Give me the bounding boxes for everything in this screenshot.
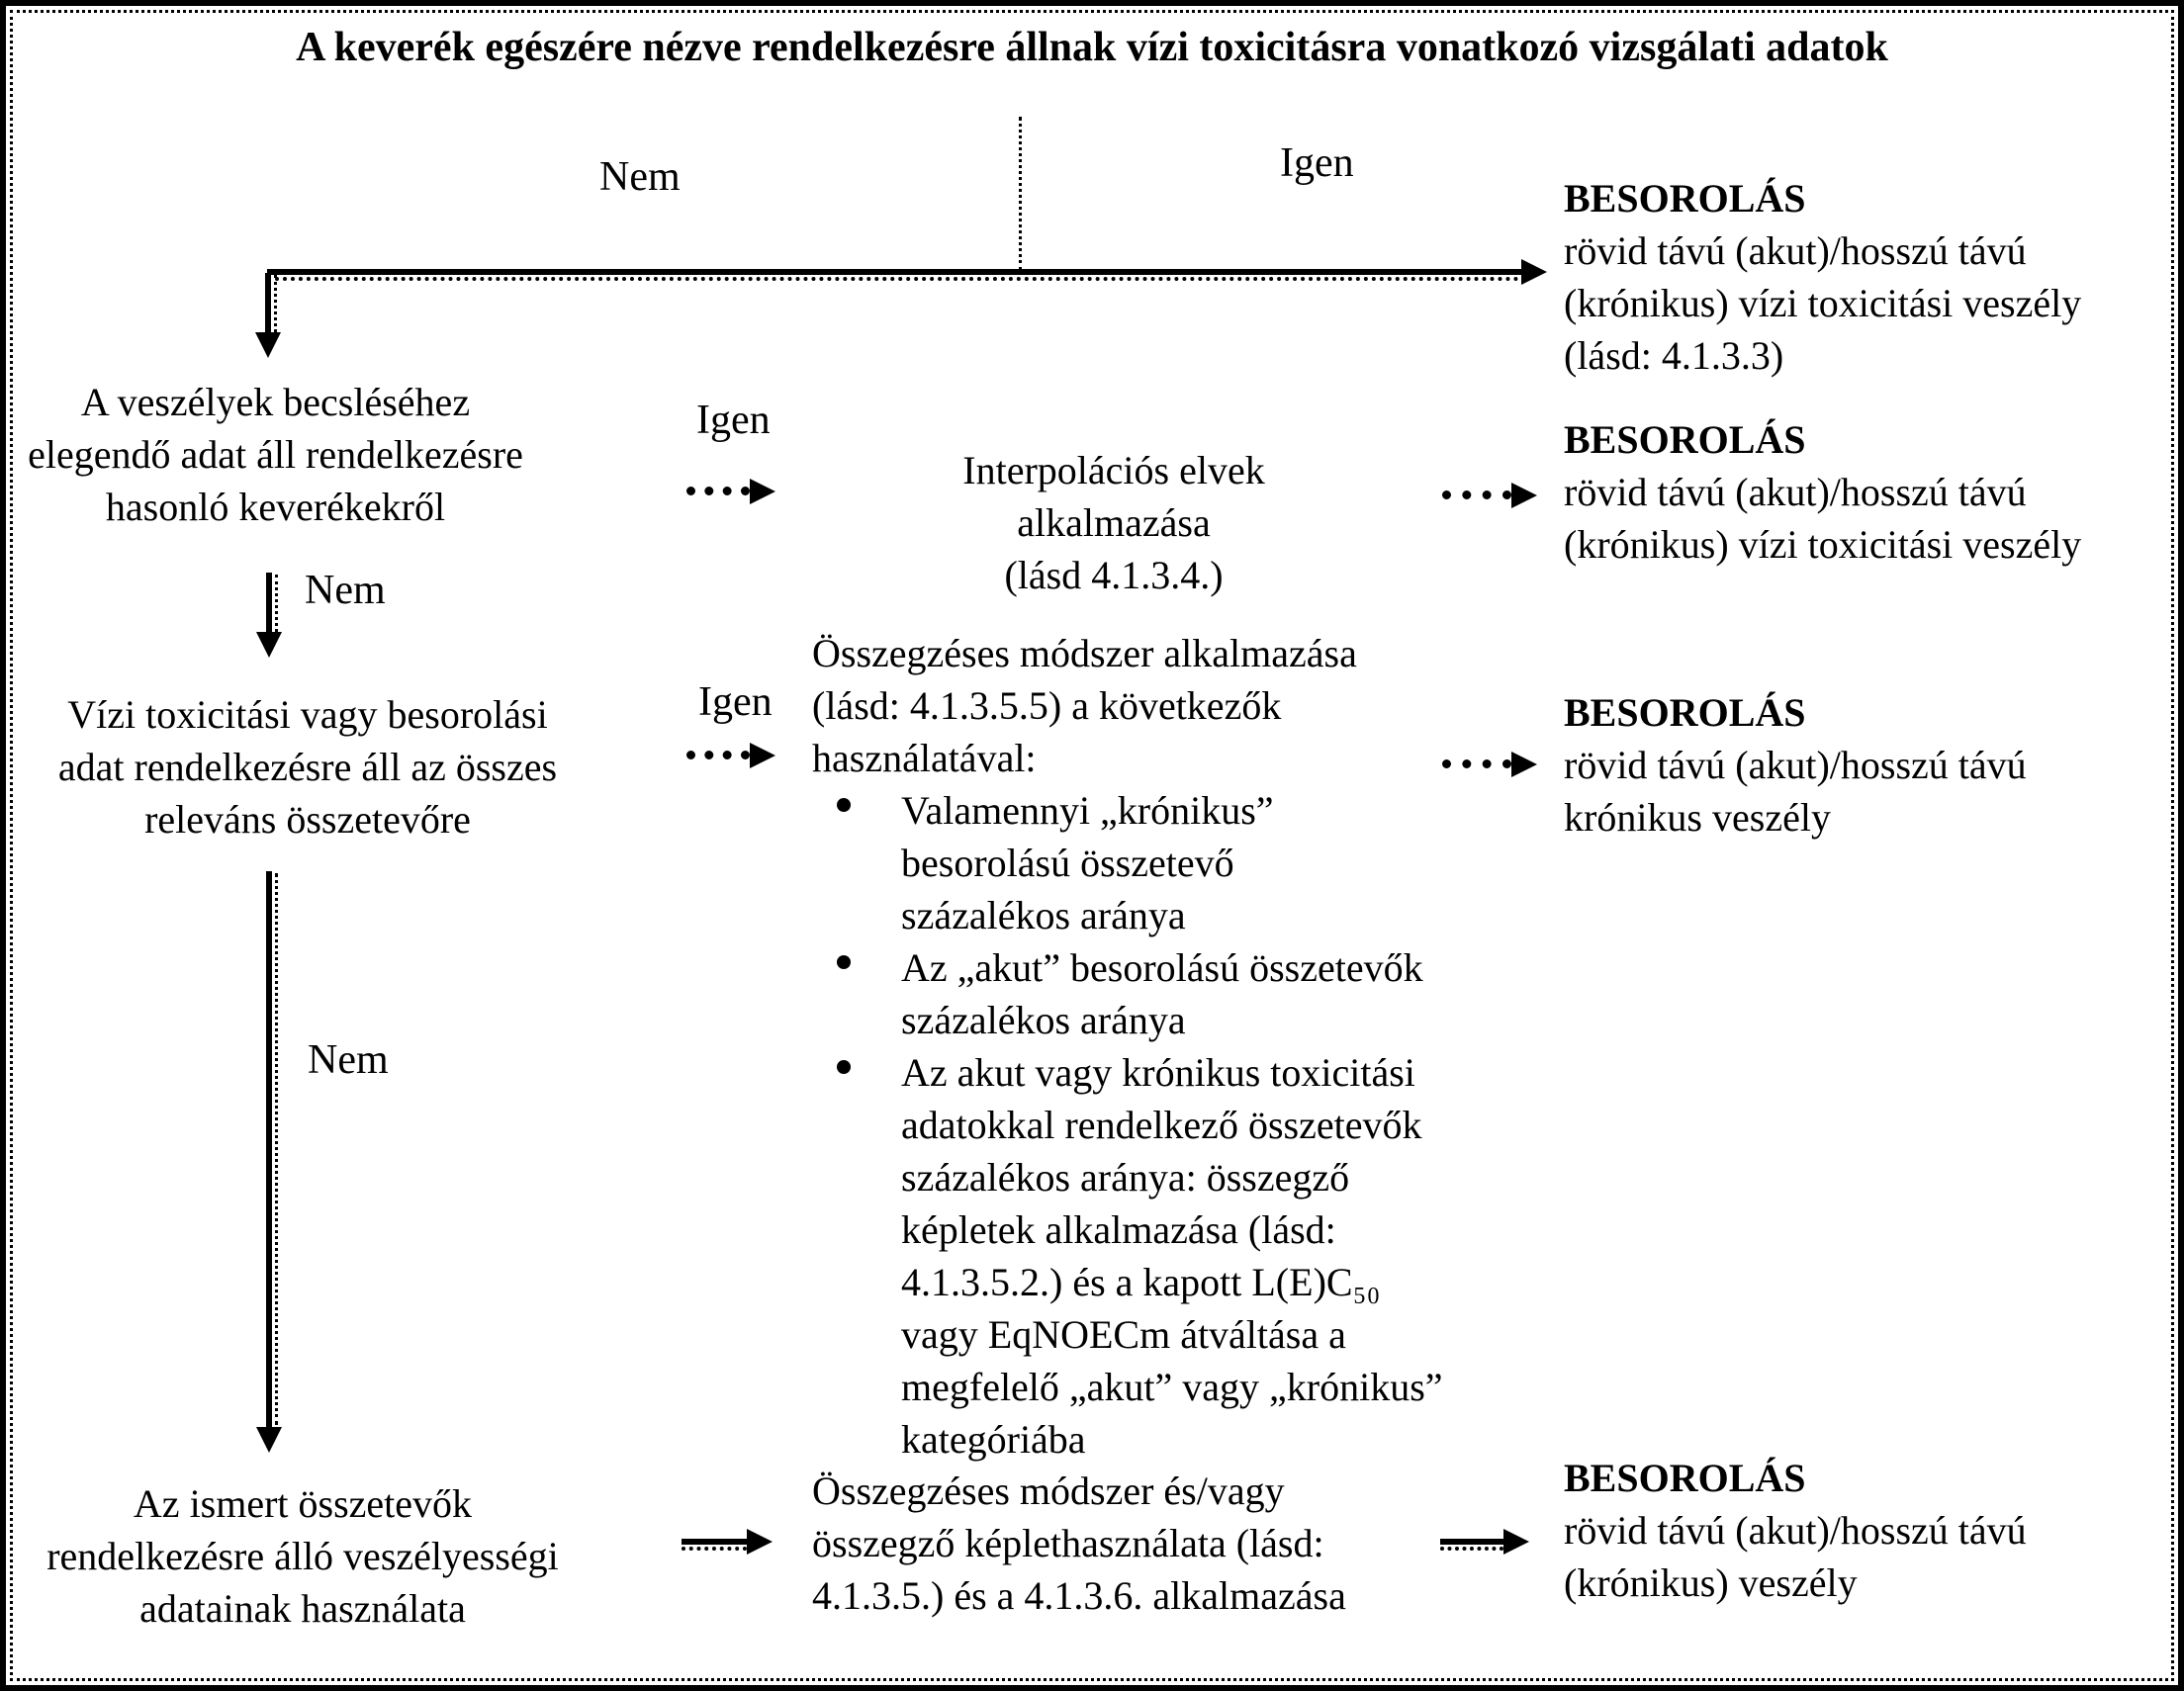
box-summation-method: Összegzéses módszer alkalmazása (lásd: 4.1.3.5.5) a következők használatával: Valamennyi „krónikus” besorolású összetevő százalékos aránya Az „akut” besorolású összetevők százalékos aránya Az akut vagy krónikus toxicitási adatokkal rendelkező összetevők százalékos aránya: összegző képletek alkalmazása (lásd: 4.1.3.5.2.) és a kapott L(E)C₅₀ vagy EqNOECm átváltása a megfelelő „akut” vagy „krónikus” kategóriába [812, 627, 1455, 1466]
bullet-icon [837, 955, 851, 969]
classification-heading: BESOROLÁS [1564, 1456, 1806, 1500]
page-title: A keverék egészére nézve rendelkezésre állnak vízi toxicitásra vonatkozó vizsgálati adatok [296, 25, 1888, 70]
label-yes-top: Igen [1280, 140, 1354, 186]
label-yes-row1: Igen [696, 398, 771, 443]
box-interpolation: Interpolációs elvek alkalmazása (lásd 4.1.3.4.) [962, 448, 1265, 597]
classification-block-3: BESOROLÁS rövid távú (akut)/hosszú távú krónikus veszély [1564, 686, 2177, 844]
bullet-toxicity-data-percentage: Az akut vagy krónikus toxicitási adatokkal rendelkező összetevők százalékos aránya: összegző képletek alkalmazása (lásd: 4.1.3.5.2.) és a kapott L(E)C₅₀ vagy EqNOECm átváltása a megfelelő „akut” vagy „krónikus” kategóriába [812, 1046, 1455, 1466]
classification-block-1: BESOROLÁS rövid távú (akut)/hosszú távú (krónikus) vízi toxicitási veszély (lásd: 4.1.3.3) [1564, 172, 2177, 382]
label-no-mid: Nem [305, 568, 386, 613]
label-no-long: Nem [308, 1037, 389, 1083]
label-no-top: Nem [599, 154, 681, 200]
box-similar-mixtures: A veszélyek becsléséhez elegendő adat áll rendelkezésre hasonló keverékekről [28, 380, 523, 529]
classification-block-2: BESOROLÁS rövid távú (akut)/hosszú távú (krónikus) vízi toxicitási veszély [1564, 413, 2177, 571]
box-bottom-method: Összegzéses módszer és/vagy összegző képlethasználata (lásd: 4.1.3.5.) és a 4.1.3.6. alkalmazása [812, 1468, 1346, 1618]
label-yes-row2: Igen [698, 679, 773, 725]
bullet-icon [837, 798, 851, 812]
bullet-acute-percentage: Az „akut” besorolású összetevők százalékos aránya [812, 941, 1455, 1046]
box-known-ingredients: Az ismert összetevők rendelkezésre álló veszélyességi adatainak használata [46, 1481, 559, 1631]
box-all-ingredients-data: Vízi toxicitási vagy besorolási adat rendelkezésre áll az összes releváns összetevőre [57, 692, 558, 842]
bullet-icon [837, 1060, 851, 1074]
bullet-chronic-percentage: Valamennyi „krónikus” besorolású összetevő százalékos aránya [812, 784, 1455, 941]
classification-block-4: BESOROLÁS rövid távú (akut)/hosszú távú (krónikus) veszély [1564, 1452, 2177, 1609]
classification-heading: BESOROLÁS [1564, 417, 1806, 462]
classification-heading: BESOROLÁS [1564, 690, 1806, 735]
classification-heading: BESOROLÁS [1564, 176, 1806, 221]
